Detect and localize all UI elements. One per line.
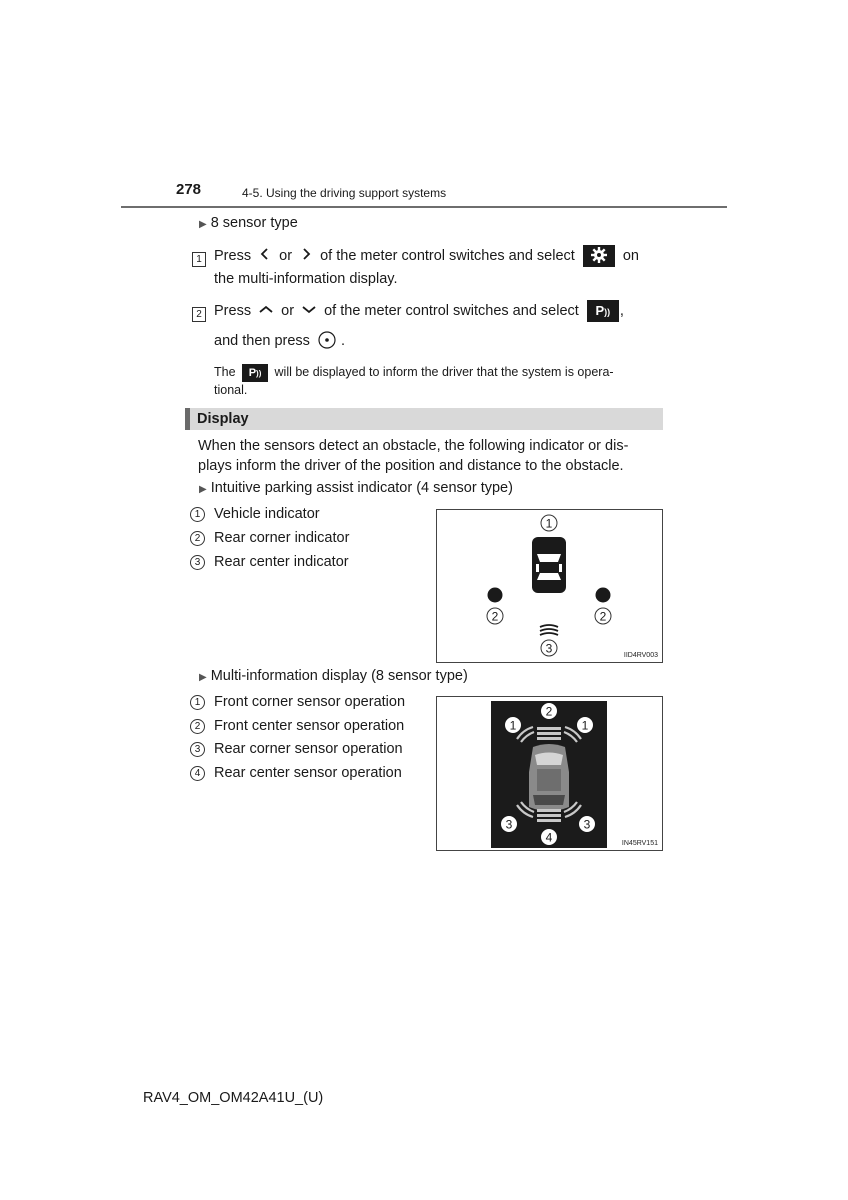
sensor8-title-text: 8 sensor type: [210, 215, 298, 231]
step1-text: Press or of the meter control switches and select on: [214, 245, 664, 268]
svg-text:2: 2: [491, 609, 499, 624]
triangle-bullet-icon: ▶: [199, 484, 207, 495]
intuitive-figure: [436, 509, 663, 663]
sensor8-title: [199, 212, 298, 236]
page-number: 278: [176, 181, 202, 198]
multi-legend: [190, 690, 405, 784]
intuitive-legend: [190, 502, 349, 574]
legend-item: 4 Rear center sensor operation: [190, 761, 405, 785]
svg-text:3: 3: [545, 641, 553, 656]
multi-figure: [436, 696, 663, 851]
step2-line2: and then press .: [214, 330, 345, 353]
right-arrow-icon: [296, 247, 316, 261]
ok-button-icon: [317, 330, 337, 350]
legend-item: 3 Rear corner sensor operation: [190, 737, 405, 761]
legend-item: 2 Front center sensor operation: [190, 714, 405, 738]
intuitive-title: ▶ Intuitive parking assist indicator (4 sensor type): [199, 480, 513, 496]
rear-corner-dot-left: [488, 588, 503, 603]
legend-item: 1 Vehicle indicator: [190, 502, 349, 526]
legend-item: 3 Rear center indicator: [190, 550, 349, 574]
legend-item: 1 Front corner sensor operation: [190, 690, 405, 714]
svg-text:1: 1: [545, 516, 553, 531]
parking-assist-icon: P)): [242, 364, 268, 382]
gear-icon: [583, 245, 615, 267]
header-divider: [121, 206, 727, 208]
step2-text: Press or of the meter control switches and select P)) ,: [214, 300, 664, 323]
svg-text:1: 1: [509, 718, 517, 733]
svg-text:2: 2: [599, 609, 607, 624]
svg-text:2: 2: [545, 704, 553, 719]
svg-text:4: 4: [545, 830, 553, 845]
parking-assist-icon: P)): [587, 300, 619, 322]
step1-number: 1: [192, 249, 206, 267]
svg-text:3: 3: [505, 817, 513, 832]
svg-text:3: 3: [583, 817, 591, 832]
operational-note: The P)) will be displayed to inform the driver that the system is opera-: [214, 363, 660, 382]
rear-corner-dot-right: [596, 588, 611, 603]
svg-text:1: 1: [581, 718, 589, 733]
left-arrow-icon: [255, 247, 275, 261]
operational-note-line2: tional.: [214, 383, 248, 397]
display-intro-line2: plays inform the driver of the position and distance to the obstacle.: [198, 458, 624, 474]
figure-code: IID4RV003: [623, 652, 658, 659]
display-heading: Display: [185, 408, 663, 430]
figure-code: IN45RV151: [621, 840, 658, 847]
vehicle-indicator-diagram: [437, 510, 662, 662]
triangle-bullet-icon: ▶: [199, 672, 207, 683]
step1-line2: the multi-information display.: [214, 271, 398, 287]
triangle-bullet-icon: ▶: [199, 219, 207, 230]
sensor-display-diagram: [437, 697, 662, 850]
legend-item: 2 Rear corner indicator: [190, 526, 349, 550]
up-arrow-icon: [255, 302, 277, 316]
multi-title: ▶ Multi-information display (8 sensor type): [199, 668, 468, 684]
footer-doc-id: RAV4_OM_OM42A41U_(U): [143, 1090, 324, 1106]
step2-number: 2: [192, 304, 206, 322]
display-intro-line1: When the sensors detect an obstacle, the following indicator or dis-: [198, 438, 629, 454]
down-arrow-icon: [298, 302, 320, 316]
section-title: 4-5. Using the driving support systems: [242, 186, 447, 200]
